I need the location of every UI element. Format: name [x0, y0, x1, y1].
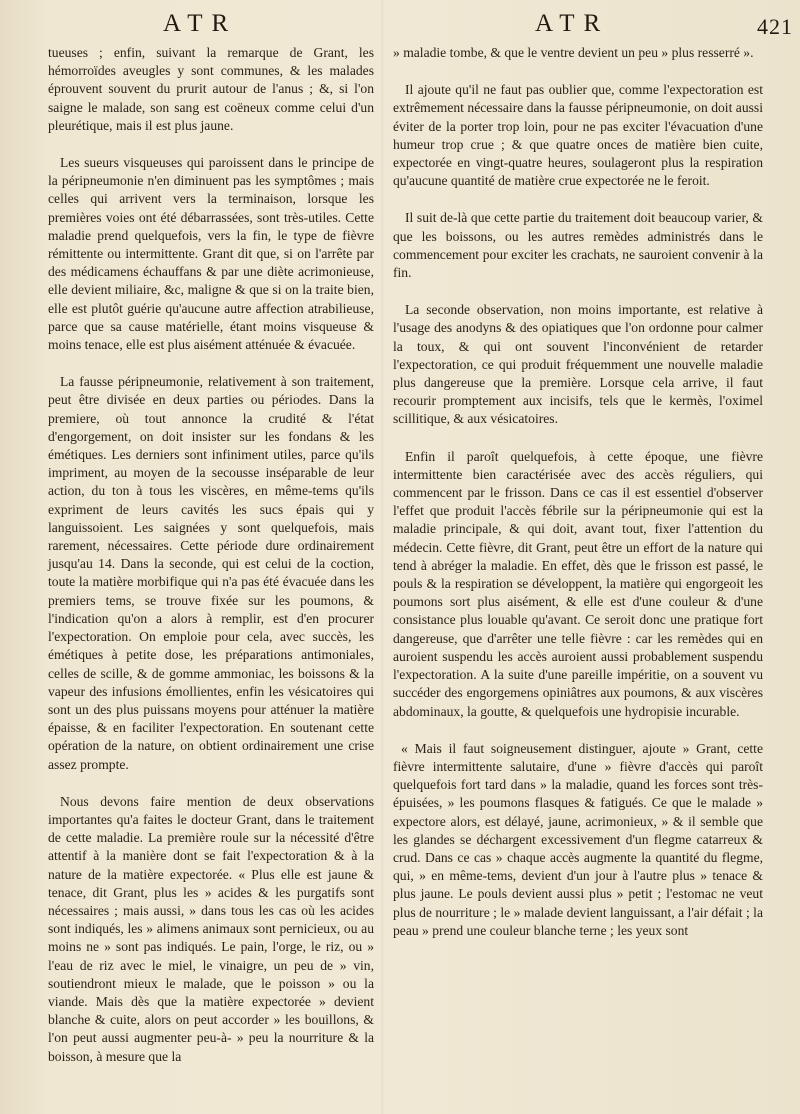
column-gutter — [381, 0, 385, 1114]
paragraph: Les sueurs visqueuses qui paroissent dans le principe de la péripneumonie n'en diminuent pas les symptômes ; mais celles qui arrivent vers la terminaison, lorsque les premières voies ont été débarrassées, sont très-utiles. Cette maladie prend quelquefois, vers la fin, le type de fièvre rémittente ou intermittente. Grant dit que, si on l'arrête par des médicamens échauffans & par une diète acrimonieuse, elle devient miliaire, &c, maligne & que si on la traite bien, elle est plutôt guérie qu'aucune autre affection atrabilieuse, parce que sa cause matérielle, étant moins visqueuse & moins tenace, elle est plus aisément atténuée & évacuée. — [48, 155, 374, 353]
running-head-left: ATR — [163, 10, 238, 37]
paragraph: Il suit de-là que cette partie du traitement doit beaucoup varier, & que les boissons, ou les autres remèdes administrés dans le commencement pour exciter les crachats, ne sauroient convenir à la fin. — [393, 210, 763, 281]
paragraph: « Mais il faut soigneusement distinguer, ajoute » Grant, cette fièvre intermittente salutaire, d'une » fièvre d'accès qui paroît quelquefois fort tard dans » la maladie, quand les forces sont très-épuisées, » les poumons flasques & fatigués. Ce que le malade » expectore alors, est délayé, jaune, acrimonieux, » & il semble que les glandes se déchargent excessivement d'un flegme catarreux & crud. Dans ce cas » chaque accès augmente la quantité du flegme, qui, » en même-tems, devient d'un jour à l'autre plus » tenace & plus jaune. Le pouls devient aussi plus » petit ; l'estomac ne veut plus de nourriture ; le » malade devient languissant, a l'air défait ; la peau » prend une couleur blanche terne ; les yeux sont — [393, 740, 763, 938]
paragraph: tueuses ; enfin, suivant la remarque de Grant, les hémorroïdes aveugles y sont communes, & les malades éprouvent souvent du prurit autour de l'anus ; &, si l'on saigne le malade, son sang est coëneux comme celui d'un pleurétique, mais il est plus jaune. — [48, 45, 374, 133]
paragraph: Nous devons faire mention de deux observations importantes qu'a faites le docteur Grant, dans le traitement de cette maladie. La première roule sur la nécessité d'être attentif à la manière dont se fait l'expectoration & à la nature de la matière expectorée. « Plus elle est jaune & tenace, dit Grant, plus les » acides & les purgatifs sont nécessaires ; mais aussi, » dans tous les cas où les acides sont indiqués, les » alimens animaux sont pernicieux, ou au moins ne » sont pas indiqués. Le pain, l'orge, le riz, ou » l'eau de riz avec le miel, le vinaigre, un peu de » vin, soutiendront mieux le malade, que le poisson » ou la viande. Mais dès que la matière expectorée » devient blanche & cuite, alors on peut accorder » les bouillons, & l'on peut aussi augmenter peu-à- » peu la nourriture & la boisson, à mesure que la — [48, 793, 374, 1064]
left-column — [48, 44, 374, 1085]
paragraph: » maladie tombe, & que le ventre devient un peu » plus resserré ». — [393, 45, 754, 60]
paragraph: Enfin il paroît quelquefois, à cette époque, une fièvre intermittente bien caractérisée avec des accès réguliers, qui commencent par le frisson. Dans ce cas il est essentiel d'observer l'effet que produit l'accès fébrile sur la péripneumonie qui est la maladie principale, & qui doit, avant tout, fixer l'attention du médecin. Cette fièvre, dit Grant, peut être un effort de la nature qui tend à abréger la maladie. En effet, dès que le frisson est passé, le pouls & la respiration se développent, la matière qui engorgeoit les poumons sort plus aisément, & elle est d'une couleur & d'une consistance plus louable qu'avant. Ce seroit donc une pratique fort dangereuse, que d'arrêter une telle fièvre : car les remèdes qui en auroient suspendu les accès auroient aussi probablement suspendu l'expectoration. A la suite d'une pareille impéritie, on a souvent vu succéder des engorgemens opiniâtres aux poumons, & aux viscères abdominaux, la goutte, & quelquefois une hydropisie incurable. — [393, 448, 763, 719]
right-column — [393, 44, 763, 959]
page-number: 421 — [757, 14, 793, 39]
paragraph: Il ajoute qu'il ne faut pas oublier que, comme l'expectoration est extrêmement nécessaire dans la fausse péripneumonie, on doit aussi éviter de la porter trop loin, pour ne pas exciter l'évacuation d'une humeur trop crue ; & que quatre onces de matière bien cuite, expectorée en vingt-quatre heures, soulageront plus la respiration qu'aucune quantité de matière crue expectorée ne le feroit. — [393, 82, 763, 189]
running-head-right: ATR — [535, 10, 610, 37]
running-head — [0, 6, 800, 40]
paragraph: La fausse péripneumonie, relativement à son traitement, peut être divisée en deux parties ou périodes. Dans la premiere, où tout annonce la crudité & l'état d'engorgement, on doit insister sur les fondans & les émétiques. Les derniers sont infiniment utiles, parce qu'ils impriment, au moyen de la secousse inséparable de leur action, du ton à tous les viscères, en même-tems qu'ils expriment de leurs cavités les sucs épais qui y languissoient. Les saignées y sont quelquefois, mais rarement, nécessaires. Cette période dure ordinairement jusqu'au 14. Dans la seconde, qui est celui de la coction, toute la matière morbifique qui n'a pas été évacuée dans les premiers tems, se trouve fixée sur les poumons, & l'indication qu'on a alors à remplir, est d'en procurer l'expectoration. On emploie pour cela, avec succès, les émétiques à petite dose, les préparations antimoniales, celles de scille, & de gomme ammoniac, les boissons & la vapeur des infusions émollientes, enfin les vésicatoires qui sont un des plus puissans moyens pour atténuer la matière épaisse, & en faciliter l'expectoration. En soutenant cette opération de la nature, on obtient ordinairement une crise assez prompte. — [48, 374, 374, 772]
paragraph: La seconde observation, non moins importante, est relative à l'usage des anodyns & des opiatiques que l'on ordonne pour calmer la toux, & qui ont souvent l'inconvénient de retarder l'expectoration, ce qui produit fréquemment une nouvelle maladie plus dangereuse que la première. Lorsque cela arrive, il faut recourir promptement aux incisifs, tels que le kermès, l'oximel scillitique, & aux vésicatoires. — [393, 302, 763, 427]
